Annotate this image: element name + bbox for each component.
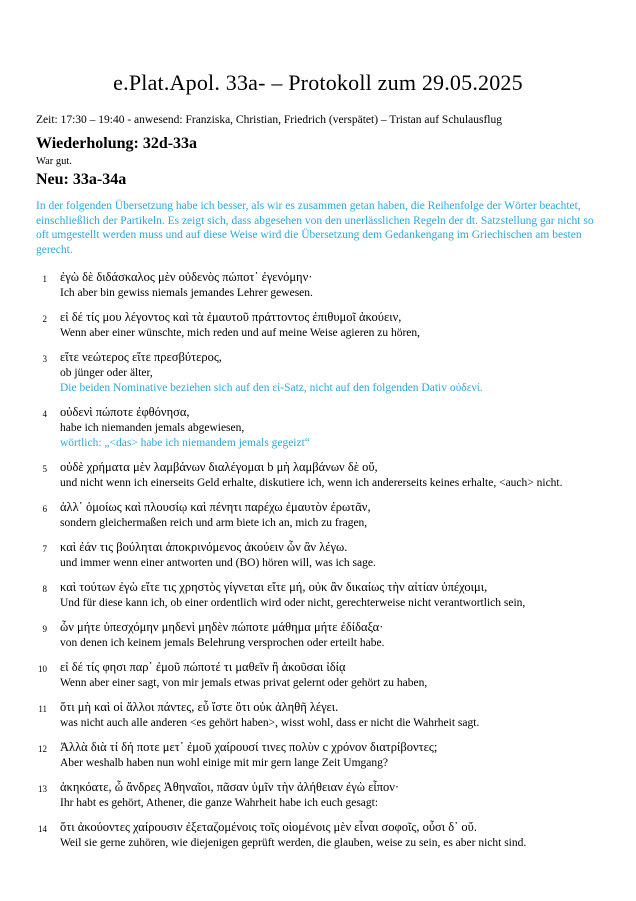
- german-translation: Wenn aber einer sagt, von mir jemals etwas privat gelernt oder gehört zu haben,: [60, 676, 428, 689]
- translation-line-item: [36, 580, 600, 611]
- translation-line-item: [36, 700, 600, 731]
- translation-line-item: [36, 500, 600, 531]
- german-translation: was nicht auch alle anderen <es gehört haben>, wisst wohl, dass er nicht die Wahrheit sagt.: [60, 716, 480, 729]
- line-number: 12: [38, 743, 47, 754]
- line-body: [60, 405, 600, 451]
- translation-line-item: [36, 405, 600, 451]
- german-translation: sondern gleichermaßen reich und arm biete ich an, mich zu fragen,: [60, 516, 368, 529]
- line-body: [60, 540, 600, 571]
- line-number: 13: [38, 783, 47, 794]
- german-translation: Ihr habt es gehört, Athener, die ganze Wahrheit habe ich euch gesagt:: [60, 796, 379, 809]
- line-number: 2: [42, 313, 47, 324]
- translator-intro-note: In der folgenden Übersetzung habe ich besser, als wir es zusammen getan haben, die Reihenfolge der Wörter beachtet, einschließlich der Partikeln. Es zeigt sich, dass abgesehen von den unerlässlichen Regeln der dt. Satzstellung gar nicht so oft umgestellt werden muss und auf diese Weise wird die Übersetzung dem Gedankengang im Griechischen am besten gerecht.: [36, 200, 594, 256]
- german-translation: ob jünger oder älter,: [60, 366, 153, 379]
- line-number: 14: [38, 823, 47, 834]
- german-translation: und nicht wenn ich einerseits Geld erhalte, diskutiere ich, wenn ich andererseits keines erhalte, <auch> nicht.: [60, 476, 563, 489]
- greek-text: καὶ τούτων ἐγὼ εἴτε τις χρηστὸς γίγνεται εἴτε μή, οὐκ ἂν δικαίως τὴν αἰτίαν ὑπέχοιμι,: [60, 580, 488, 595]
- line-number: 3: [42, 353, 47, 364]
- greek-text: καὶ ἐάν τις βούληται ἀποκρινόμενος ἀκούειν ὧν ἂν λέγω.: [60, 540, 348, 555]
- greek-text: ἀκηκόατε, ὦ ἄνδρες Ἀθηναῖοι, πᾶσαν ὑμῖν τὴν ἀλήθειαν ἐγὼ εἶπον·: [60, 780, 400, 795]
- line-body: [60, 270, 600, 301]
- session-meta-line: Zeit: 17:30 – 19:40 - anwesend: Franziska, Christian, Friedrich (verspätet) – Tristan auf Schulausflug: [36, 114, 502, 126]
- line-body: [60, 310, 600, 341]
- line-number: 11: [38, 703, 47, 714]
- german-translation: von denen ich keinem jemals Belehrung versprochen oder erteilt habe.: [60, 636, 385, 649]
- line-body: [60, 820, 600, 851]
- greek-text: εἰ δέ τίς φησι παρ᾽ ἐμοῦ πώποτέ τι μαθεῖν ἢ ἀκοῦσαι ἰδίᾳ: [60, 660, 346, 675]
- greek-text: ὅτι ἀκούοντες χαίρουσιν ἐξεταζομένοις τοῖς οἰομένοις μὲν εἶναι σοφοῖς, οὖσι δ᾽ οὔ.: [60, 820, 477, 835]
- annotation-note: Die beiden Nominative beziehen sich auf den εἰ-Satz, nicht auf den folgenden Dativ οὐδενί.: [60, 381, 483, 394]
- line-number: 1: [42, 273, 47, 284]
- german-translation: und immer wenn einer antworten und (BO) hören will, was ich sage.: [60, 556, 376, 569]
- line-number: 8: [42, 583, 47, 594]
- translation-line-list: [36, 270, 600, 851]
- greek-text: Ἀλλὰ διὰ τί δή ποτε μετ᾽ ἐμοῦ χαίρουσί τινες πολὺν c χρόνον διατρίβοντες;: [60, 740, 438, 755]
- line-body: [60, 780, 600, 811]
- line-body: [60, 620, 600, 651]
- section-heading-neu: Neu: 33a-34a: [36, 171, 127, 188]
- german-translation: Weil sie gerne zuhören, wie diejenigen geprüft werden, die glauben, weise zu sein, es aber nicht sind.: [60, 836, 527, 849]
- translation-line-item: [36, 740, 600, 771]
- greek-text: εἴτε νεώτερος εἴτε πρεσβύτερος,: [60, 350, 222, 365]
- german-translation: habe ich niemanden jemals abgewiesen,: [60, 421, 245, 434]
- translation-line-item: [36, 310, 600, 341]
- section-heading-wiederholung: Wiederholung: 32d-33a: [36, 135, 198, 152]
- line-body: [60, 660, 600, 691]
- greek-text: εἰ δέ τίς μου λέγοντος καὶ τὰ ἐμαυτοῦ πράττοντος ἐπιθυμοῖ ἀκούειν,: [60, 310, 402, 325]
- translation-line-item: [36, 620, 600, 651]
- line-number: 9: [42, 623, 47, 634]
- german-translation: Aber weshalb haben nun wohl einige mit mir gern lange Zeit Umgang?: [60, 756, 388, 769]
- greek-text: ὧν μήτε ὑπεσχόμην μηδενὶ μηδὲν πώποτε μάθημα μήτε ἐδίδαξα·: [60, 620, 384, 635]
- line-body: [60, 740, 600, 771]
- line-number: 4: [42, 408, 47, 419]
- german-translation: Wenn aber einer wünschte, mich reden und auf meine Weise agieren zu hören,: [60, 326, 421, 339]
- line-body: [60, 350, 600, 396]
- translation-line-item: [36, 660, 600, 691]
- line-body: [60, 500, 600, 531]
- greek-text: ὅτι μὴ καὶ οἱ ἄλλοι πάντες, εὖ ἴστε ὅτι οὐκ ἀληθῆ λέγει.: [60, 700, 339, 715]
- page-title: e.Plat.Apol. 33a- – Protokoll zum 29.05.2025: [113, 70, 523, 95]
- translation-line-item: [36, 820, 600, 851]
- greek-text: οὐδενὶ πώποτε ἐφθόνησα,: [60, 405, 190, 420]
- line-number: 5: [42, 463, 47, 474]
- line-body: [60, 460, 600, 491]
- translation-line-item: [36, 780, 600, 811]
- translation-line-item: [36, 460, 600, 491]
- wiederholung-comment: War gut.: [36, 156, 72, 167]
- line-number: 10: [38, 663, 47, 674]
- german-translation: Ich aber bin gewiss niemals jemandes Lehrer gewesen.: [60, 286, 313, 299]
- line-body: [60, 580, 600, 611]
- translation-line-item: [36, 270, 600, 301]
- line-number: 7: [42, 543, 47, 554]
- line-number: 6: [42, 503, 47, 514]
- greek-text: ἀλλ᾽ ὁμοίως καὶ πλουσίῳ καὶ πένητι παρέχω ἐμαυτὸν ἐρωτᾶν,: [60, 500, 371, 515]
- translation-line-item: [36, 350, 600, 396]
- line-body: [60, 700, 600, 731]
- translation-line-item: [36, 540, 600, 571]
- greek-text: ἐγὼ δὲ διδάσκαλος μὲν οὐδενὸς πώποτ᾽ ἐγενόμην·: [60, 270, 313, 285]
- greek-text: οὐδὲ χρήματα μὲν λαμβάνων διαλέγομαι b μὴ λαμβάνων δὲ οὔ,: [60, 460, 378, 475]
- german-translation: Und für diese kann ich, ob einer ordentlich wird oder nicht, gerechterweise nicht verantwortlich sein,: [60, 596, 526, 609]
- annotation-note: wörtlich: „<das> habe ich niemandem jemals gegeizt“: [60, 436, 310, 449]
